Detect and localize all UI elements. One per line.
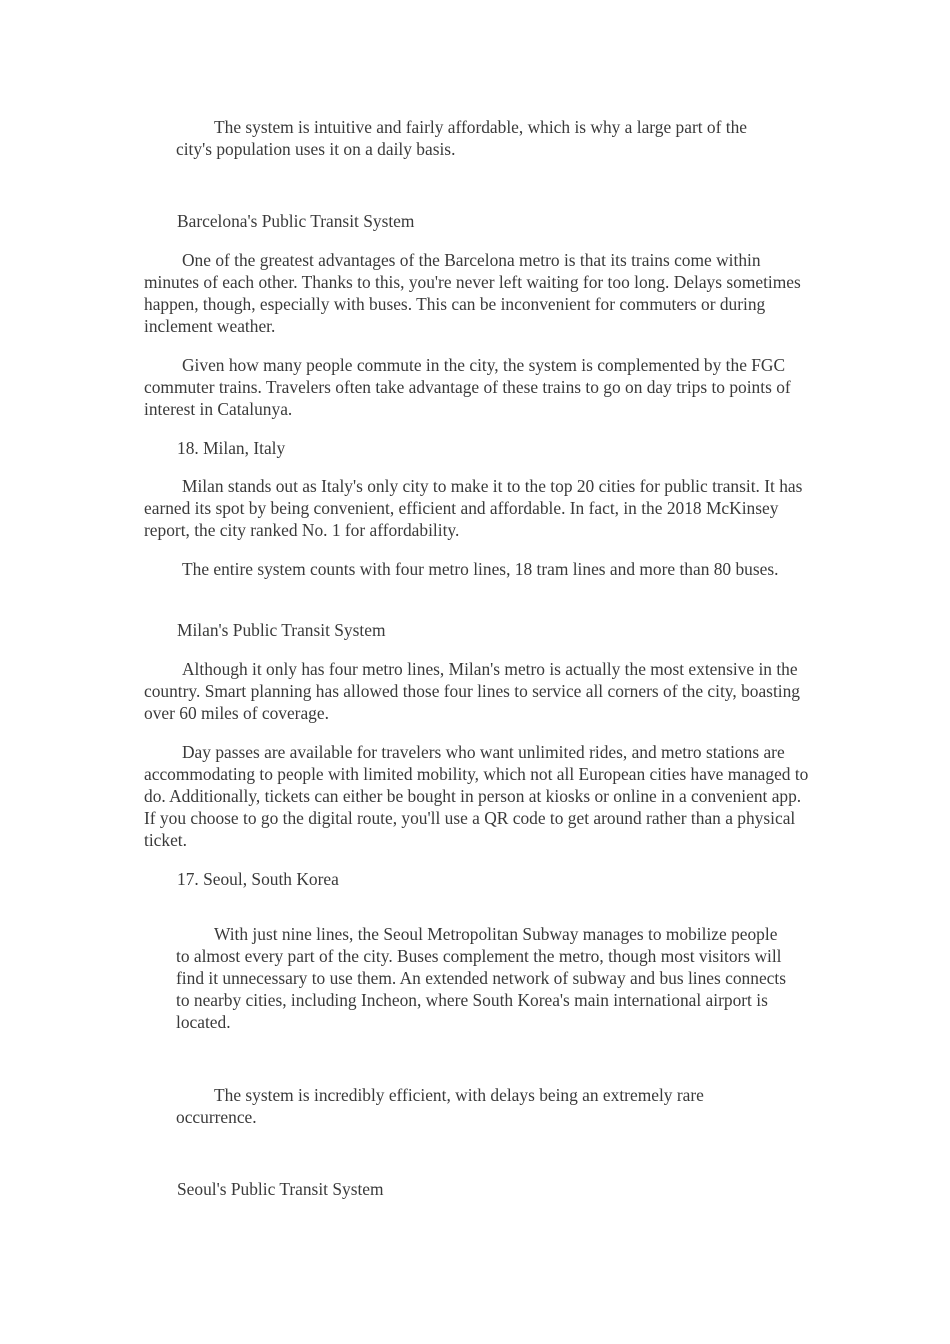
milan-paragraph-3: Although it only has four metro lines, Milan's metro is actually the most extensive in the country. Smart planning has allowed those four lines to service all corners of the city, boasting over 60 miles of coverage. xyxy=(144,659,801,723)
barcelona-system-heading: Barcelona's Public Transit System xyxy=(177,211,415,231)
intro-paragraph: The system is intuitive and fairly affordable, which is why a large part of the city's population uses it on a daily basis. xyxy=(176,117,748,159)
seoul-system-heading: Seoul's Public Transit System xyxy=(177,1179,384,1199)
milan-paragraph-2: The entire system counts with four metro lines, 18 tram lines and more than 80 buses. xyxy=(182,559,779,579)
barcelona-paragraph-2: Given how many people commute in the city, the system is complemented by the FGC commuter trains. Travelers often take advantage of these trains to go on day trips to points of interest in Catalunya. xyxy=(144,355,791,419)
milan-paragraph-1: Milan stands out as Italy's only city to make it to the top 20 cities for public transit. It has earned its spot by being convenient, efficient and affordable. In fact, in the 2018 McKinsey report, the city ranked No. 1 for affordability. xyxy=(144,476,803,540)
milan-system-heading: Milan's Public Transit System xyxy=(177,620,386,640)
seoul-paragraph-1: With just nine lines, the Seoul Metropolitan Subway manages to mobilize people to almost every part of the city. Buses complement the metro, though most visitors will find it unnecessary to use them. An extended network of subway and bus lines connects to nearby cities, including Incheon, where South Korea's main international airport is located. xyxy=(176,924,786,1032)
seoul-paragraph-2: The system is incredibly efficient, with delays being an extremely rare occurrence. xyxy=(176,1085,704,1127)
barcelona-paragraph-1: One of the greatest advantages of the Barcelona metro is that its trains come within minutes of each other. Thanks to this, you're never left waiting for too long. Delays sometimes happen, though, especially with buses. This can be inconvenient for commuters or during inclement weather. xyxy=(144,250,801,336)
milan-heading: 18. Milan, Italy xyxy=(177,438,286,458)
milan-paragraph-4: Day passes are available for travelers who want unlimited rides, and metro stations are accommodating to people with limited mobility, which not all European cities have managed to do. Additionally, tickets can either be bought in person at kiosks or online in a convenient app. If you choose to go the digital route, you'll use a QR code to get around rather than a physical ticket. xyxy=(144,742,809,850)
seoul-heading: 17. Seoul, South Korea xyxy=(177,869,339,889)
